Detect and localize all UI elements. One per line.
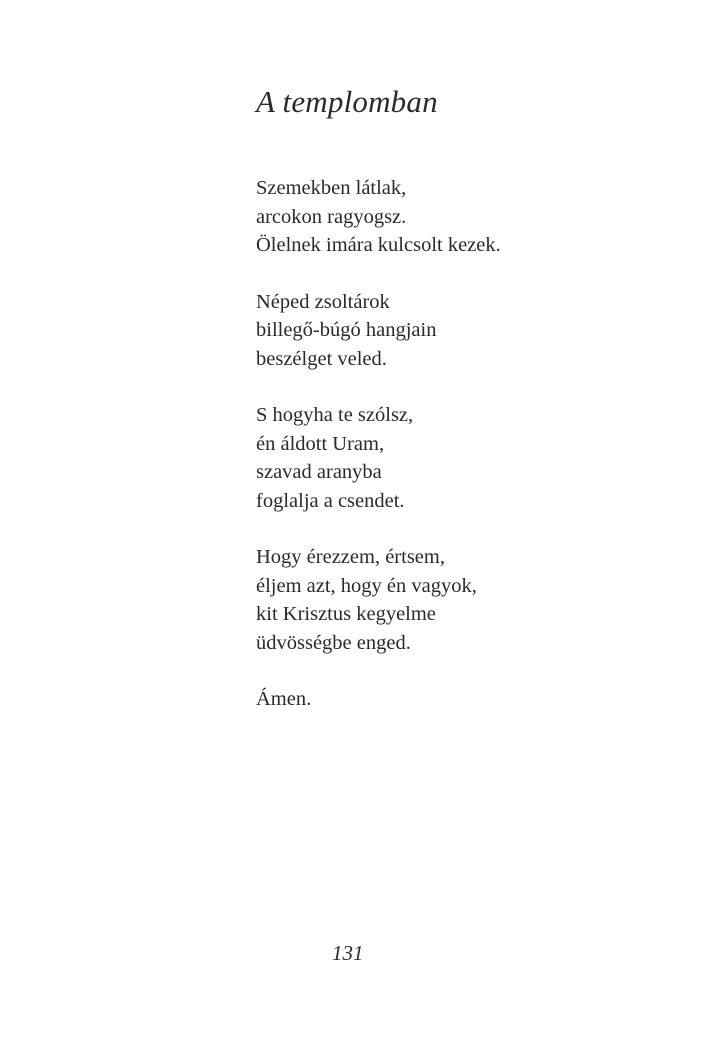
stanza <box>256 174 656 260</box>
poem-line: Néped zsoltárok <box>256 290 390 313</box>
poem-line: beszélget veled. <box>256 347 387 370</box>
poem-line: én áldott Uram, <box>256 432 385 455</box>
poem-line: szavad aranyba <box>256 461 382 483</box>
poem-line: foglalja a csendet. <box>256 489 405 512</box>
poem-line: S hogyha te szólsz, <box>256 404 414 426</box>
poem-line: kit Krisztus kegyelme <box>256 603 436 625</box>
stanza <box>256 543 656 657</box>
poem-line: Ámen. <box>256 688 312 710</box>
poem-line: Szemekben látlak, <box>256 177 407 199</box>
poem-line: arcokon ragyogsz. <box>256 205 407 228</box>
poem-line: éljem azt, hogy én vagyok, <box>256 574 477 597</box>
page-number: 131 <box>332 941 364 965</box>
poem-line: Ölelnek imára kulcsolt kezek. <box>256 234 501 256</box>
poem-body <box>256 174 656 742</box>
stanza <box>256 288 656 374</box>
poem-line: billegő-búgó hangjain <box>256 319 437 341</box>
poem-line: üdvösségbe enged. <box>256 631 411 654</box>
poem-line: Hogy érezzem, értsem, <box>256 546 445 568</box>
poem-title: A templomban <box>256 84 438 119</box>
stanza <box>256 685 656 714</box>
stanza <box>256 401 656 515</box>
